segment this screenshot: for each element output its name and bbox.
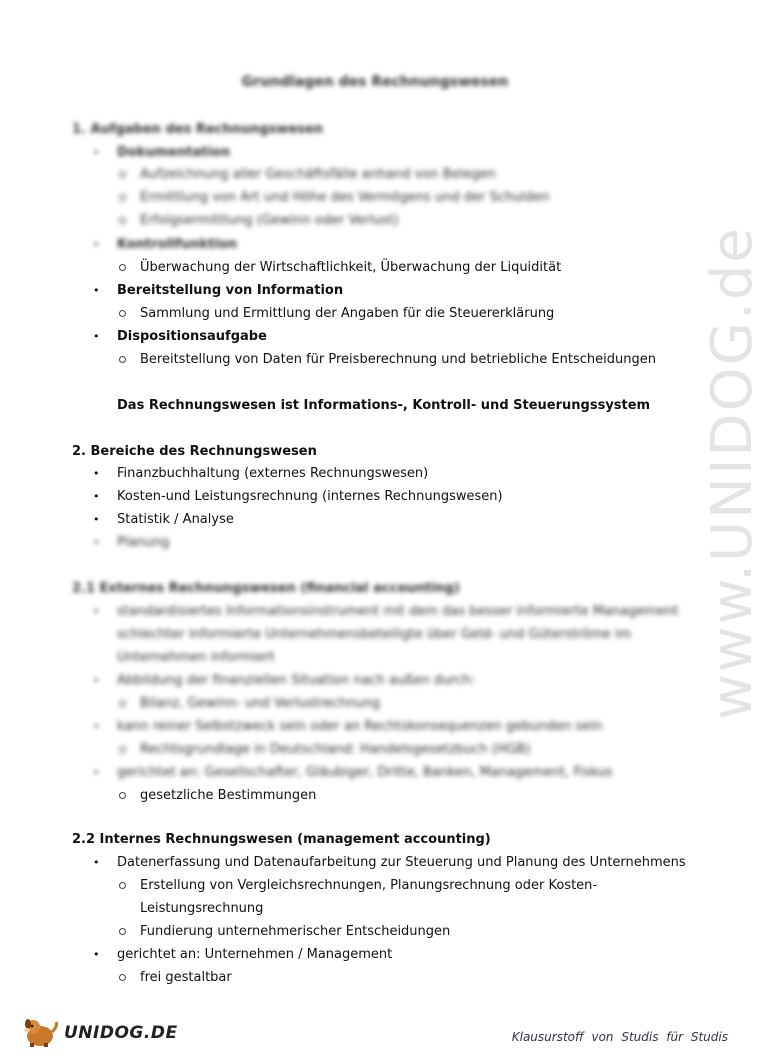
section-2-heading: 2. Bereiche des Rechnungswesen [72, 444, 317, 459]
circle-bullet-icon [119, 792, 126, 799]
circle-bullet-icon [119, 700, 126, 707]
dog-icon [20, 1016, 60, 1048]
sub-item: Ermittlung von Art und Höhe des Vermögens und der Schulden [140, 190, 550, 205]
bullet-icon: • [93, 490, 100, 503]
sub-item: Aufzeichnung aller Geschäftsfälle anhand von Belegen [140, 167, 496, 182]
sub-item: Erstellung von Vergleichsrechnungen, Planungsrechnung oder Kosten- [140, 878, 598, 893]
paragraph-line: kann reiner Selbstzweck sein oder an Rechtskonsequenzen gebunden sein [117, 719, 603, 734]
section-1-heading: 1. Aufgaben des Rechnungswesen [72, 122, 324, 137]
unidog-logo [20, 1016, 178, 1048]
circle-bullet-icon [119, 356, 126, 363]
watermark: www.UNIDOG.de [700, 226, 765, 720]
list-item: gerichtet an: Unternehmen / Management [117, 947, 393, 962]
bullet-icon: • [93, 146, 100, 159]
item-dokumentation: Dokumentation [117, 145, 231, 160]
section-1-summary: Das Rechnungswesen ist Informations-, Kontroll- und Steuerungssystem [117, 398, 651, 413]
paragraph-line: schlechter informierte Unternehmensbeteiligte über Geld- und Güterströme im [117, 627, 632, 642]
sub-item: Leistungsrechnung [140, 901, 264, 916]
paragraph-line: gerichtet an: Gesellschafter, Gläubiger, Dritte, Banken, Management, Fiskus [117, 765, 613, 780]
page-title: Grundlagen des Rechnungswesen [241, 74, 509, 90]
paragraph-line: Abbildung der finanziellen Situation nach außen durch: [117, 673, 476, 688]
bullet-icon: • [93, 238, 100, 251]
sub-item: Bereitstellung von Daten für Preisberechnung und betriebliche Entscheidungen [140, 352, 656, 367]
list-item: Datenerfassung und Datenaufarbeitung zur Steuerung und Planung des Unternehmens [117, 855, 686, 870]
sub-item: frei gestaltbar [140, 970, 232, 985]
circle-bullet-icon [119, 928, 126, 935]
bullet-icon: • [93, 948, 100, 961]
sub-item: Fundierung unternehmerischer Entscheidungen [140, 924, 451, 939]
bullet-icon: • [93, 330, 100, 343]
bullet-icon: • [93, 766, 100, 779]
sub-item: Rechtsgrundlage in Deutschland: Handelsgesetzbuch (HGB) [140, 742, 531, 757]
list-item: Finanzbuchhaltung (externes Rechnungswesen) [117, 466, 429, 481]
item-bereitstellung: Bereitstellung von Information [117, 283, 344, 298]
list-item: Planung [117, 535, 170, 550]
circle-bullet-icon [119, 194, 126, 201]
bullet-icon: • [93, 513, 100, 526]
list-item: Kosten-und Leistungsrechnung (internes Rechnungswesen) [117, 489, 503, 504]
section-2-2-heading: 2.2 Internes Rechnungswesen (management accounting) [72, 832, 491, 847]
item-kontrollfunktion: Kontrollfunktion [117, 237, 238, 252]
bullet-icon: • [93, 674, 100, 687]
sub-item: Sammlung und Ermittlung der Angaben für die Steuererklärung [140, 306, 555, 321]
sub-item: Bilanz, Gewinn- und Verlustrechnung [140, 696, 381, 711]
bullet-icon: • [93, 605, 100, 618]
circle-bullet-icon [119, 217, 126, 224]
logo-text: UNIDOG.DE [64, 1023, 178, 1043]
circle-bullet-icon [119, 882, 126, 889]
circle-bullet-icon [119, 974, 126, 981]
bullet-icon: • [93, 284, 100, 297]
item-disposition: Dispositionsaufgabe [117, 329, 267, 344]
bullet-icon: • [93, 720, 100, 733]
bullet-icon: • [93, 536, 100, 549]
paragraph-line: standardisiertes Informationsinstrument mit dem das besser informierte Management [117, 604, 679, 619]
bullet-icon: • [93, 467, 100, 480]
section-2-1-heading: 2.1 Externes Rechnungswesen (financial accounting) [72, 581, 460, 596]
list-item: Statistik / Analyse [117, 512, 234, 527]
sub-item: Erfolgsermittlung (Gewinn oder Verlust) [140, 213, 399, 228]
paragraph-line: Unternehmen informiert [117, 650, 275, 665]
footer-tagline: Klausurstoff von Studis für Studis [511, 1030, 728, 1044]
bullet-icon: • [93, 856, 100, 869]
sub-item: Überwachung der Wirtschaftlichkeit, Überwachung der Liquidität [140, 260, 562, 275]
circle-bullet-icon [119, 264, 126, 271]
sub-item: gesetzliche Bestimmungen [140, 788, 317, 803]
circle-bullet-icon [119, 310, 126, 317]
circle-bullet-icon [119, 171, 126, 178]
circle-bullet-icon [119, 746, 126, 753]
